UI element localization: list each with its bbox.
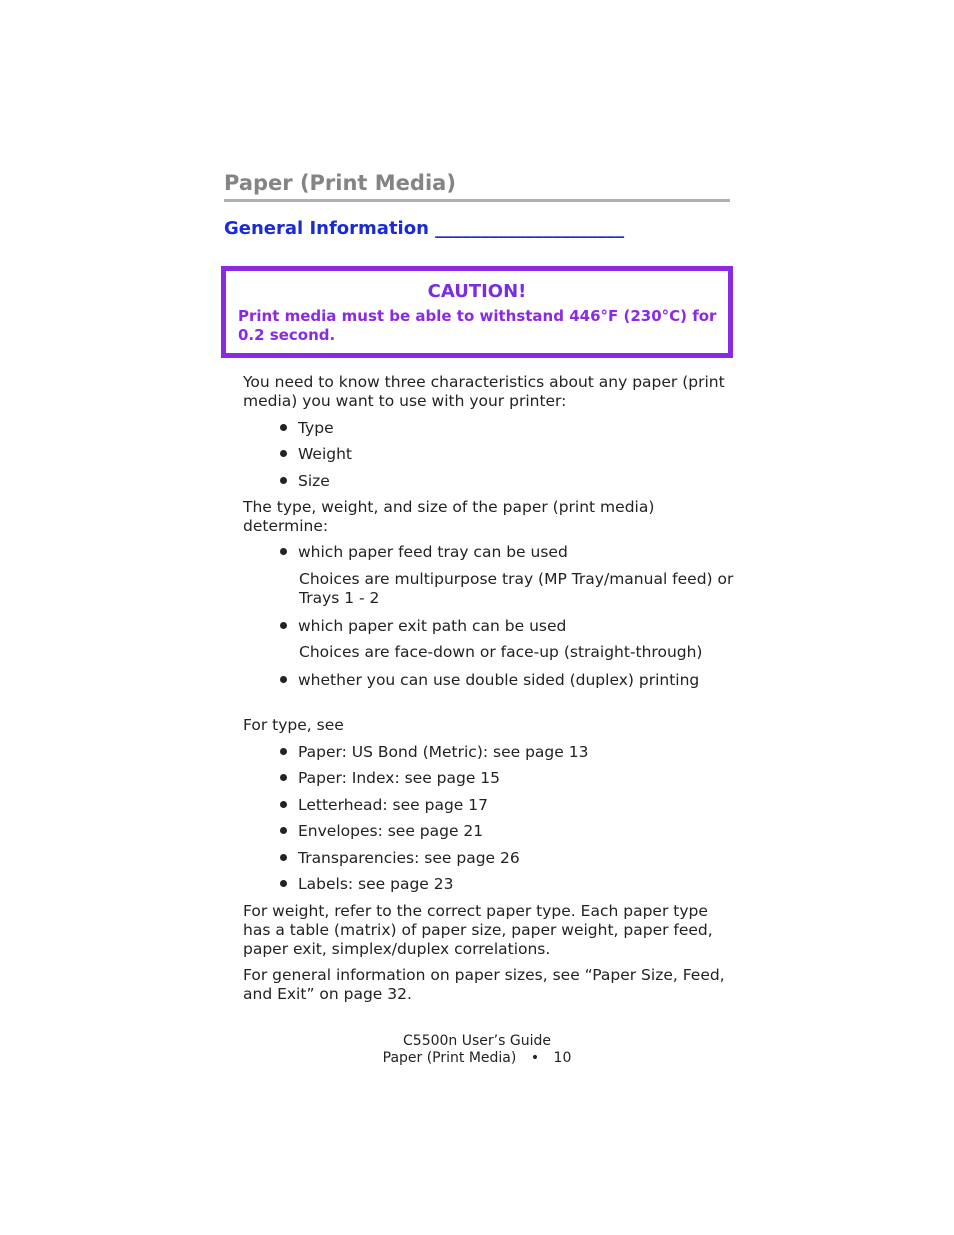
bullet-icon bbox=[280, 622, 287, 629]
bullet-icon bbox=[280, 676, 287, 683]
page-number: 10 bbox=[553, 1050, 572, 1066]
list-item: Transparencies: see page 26 bbox=[280, 849, 520, 868]
list-item: Type bbox=[280, 419, 334, 438]
footer-separator: • bbox=[530, 1050, 540, 1066]
list-item: which paper feed tray can be used bbox=[280, 543, 568, 562]
list-item: Labels: see page 23 bbox=[280, 875, 453, 894]
section-heading: General Information _____________________ bbox=[224, 218, 625, 239]
bullet-icon bbox=[280, 854, 287, 861]
weight-paragraph: For weight, refer to the correct paper type. Each paper type has a table (matrix) of paper size, paper weight, paper feed, paper exit, simplex/duplex correlations. bbox=[243, 902, 713, 958]
list-item-detail: Choices are multipurpose tray (MP Tray/manual feed) or Trays 1 - 2 bbox=[299, 570, 734, 607]
footer-guide-title: C5500n User’s Guide bbox=[403, 1033, 551, 1049]
bullet-icon bbox=[280, 827, 287, 834]
caution-box bbox=[221, 266, 733, 358]
determine-paragraph: The type, weight, and size of the paper (print media) determine: bbox=[243, 498, 655, 535]
bullet-icon bbox=[280, 450, 287, 457]
footer-section: Paper (Print Media) bbox=[382, 1050, 517, 1066]
page-title: Paper (Print Media) bbox=[224, 168, 730, 202]
caution-title: CAUTION! bbox=[427, 281, 527, 302]
list-item-detail: Choices are face-down or face-up (straight-through) bbox=[299, 643, 703, 661]
bullet-icon bbox=[280, 424, 287, 431]
bullet-icon bbox=[280, 801, 287, 808]
bullet-icon bbox=[280, 548, 287, 555]
bullet-icon bbox=[280, 774, 287, 781]
general-info-paragraph: For general information on paper sizes, see “Paper Size, Feed, and Exit” on page 32. bbox=[243, 966, 725, 1003]
list-item: Size bbox=[280, 472, 330, 491]
list-item: Paper: US Bond (Metric): see page 13 bbox=[280, 743, 588, 762]
bullet-icon bbox=[280, 880, 287, 887]
footer-page-info bbox=[0, 1050, 954, 1067]
caution-text: Print media must be able to withstand 446°F (230°C) for 0.2 second. bbox=[238, 307, 717, 344]
list-item: Paper: Index: see page 15 bbox=[280, 769, 500, 788]
intro-paragraph: You need to know three characteristics about any paper (print media) you want to use with your printer: bbox=[243, 373, 725, 410]
list-item: whether you can use double sided (duplex) printing bbox=[280, 671, 699, 690]
list-item: Envelopes: see page 21 bbox=[280, 822, 483, 841]
bullet-icon bbox=[280, 477, 287, 484]
list-item: Letterhead: see page 17 bbox=[280, 796, 488, 815]
list-item: Weight bbox=[280, 445, 352, 464]
bullet-icon bbox=[280, 748, 287, 755]
type-paragraph: For type, see bbox=[243, 716, 344, 734]
list-item: which paper exit path can be used bbox=[280, 617, 566, 636]
